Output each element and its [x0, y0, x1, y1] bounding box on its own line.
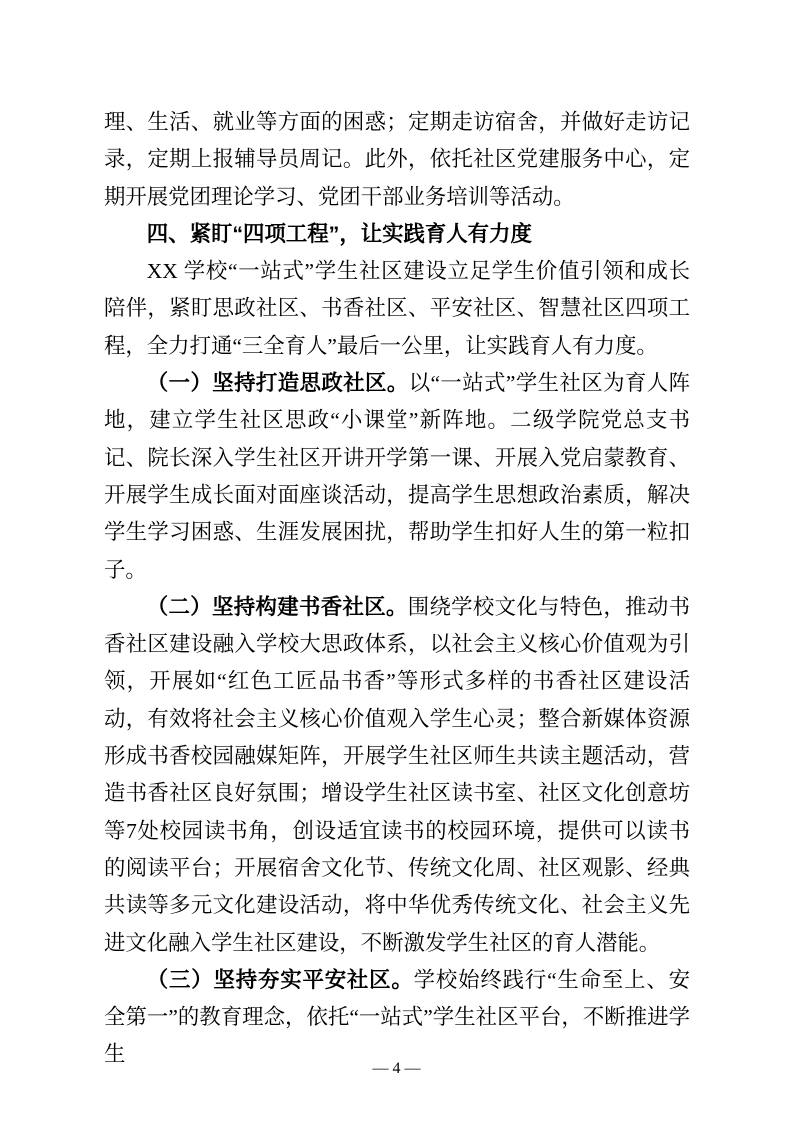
paragraph-lead: （一）坚持打造思政社区。 [146, 371, 409, 396]
section-heading: 四、紧盯“四项工程”，让实践育人有力度 [146, 221, 532, 246]
paragraph-lead: （二）坚持构建书香社区。 [146, 594, 408, 619]
page-footer [0, 1060, 793, 1078]
paragraph: （二）坚持构建书香社区。围绕学校文化与特色，推动书香社区建设融入学校大思政体系，以社会主义核心价值观为引领，开展如“红色工匠品书香”等形式多样的书香社区建设活动，有效将社会主义核心价值观入学生心灵；整合新媒体资源形成书香校园融媒矩阵，开展学生社区师生共读主题活动，营造书香社区良好氛围；增设学生社区读书室、社区文化创意坊等7处校园读书角，创设适宜读书的校园环境，提供可以读书的阅读平台；开展宿舍文化节、传统文化周、社区观影、经典共读等多元文化建设活动，将中华优秀传统文化、社会主义先进文化融入学生社区建设，不断激发学生社区的育人潜能。 [104, 594, 690, 955]
paragraph: XX 学校“一站式”学生社区建设立足学生价值引领和成长陪伴，紧盯思政社区、书香社区、平安社区、智慧社区四项工程，全力打通“三全育人”最后一公里，让实践育人有力度。 [104, 259, 690, 358]
paragraph: （三）坚持夯实平安社区。学校始终践行“生命至上、安全第一”的教育理念，依托“一站式”学生社区平台，不断推进学生 [104, 967, 690, 1067]
paragraph: 理、生活、就业等方面的困惑；定期走访宿舍，并做好走访记录，定期上报辅导员周记。此外，依托社区党建服务中心，定期开展党团理论学习、党团干部业务培训等活动。 [104, 110, 690, 209]
paragraph: （一）坚持打造思政社区。以“一站式”学生社区为育人阵地，建立学生社区思政“小课堂”新阵地。二级学院党总支书记、院长深入学生社区开讲开学第一课、开展入党启蒙教育、开展学生成长面对面座谈活动，提高学生思想政治素质，解决学生学习困惑、生涯发展困扰，帮助学生扣好人生的第一粒扣子。 [104, 371, 690, 582]
paragraph-lead: （三）坚持夯实平安社区。 [146, 967, 414, 992]
page-number: — 4 — [372, 1060, 421, 1077]
document-body [104, 104, 690, 1074]
